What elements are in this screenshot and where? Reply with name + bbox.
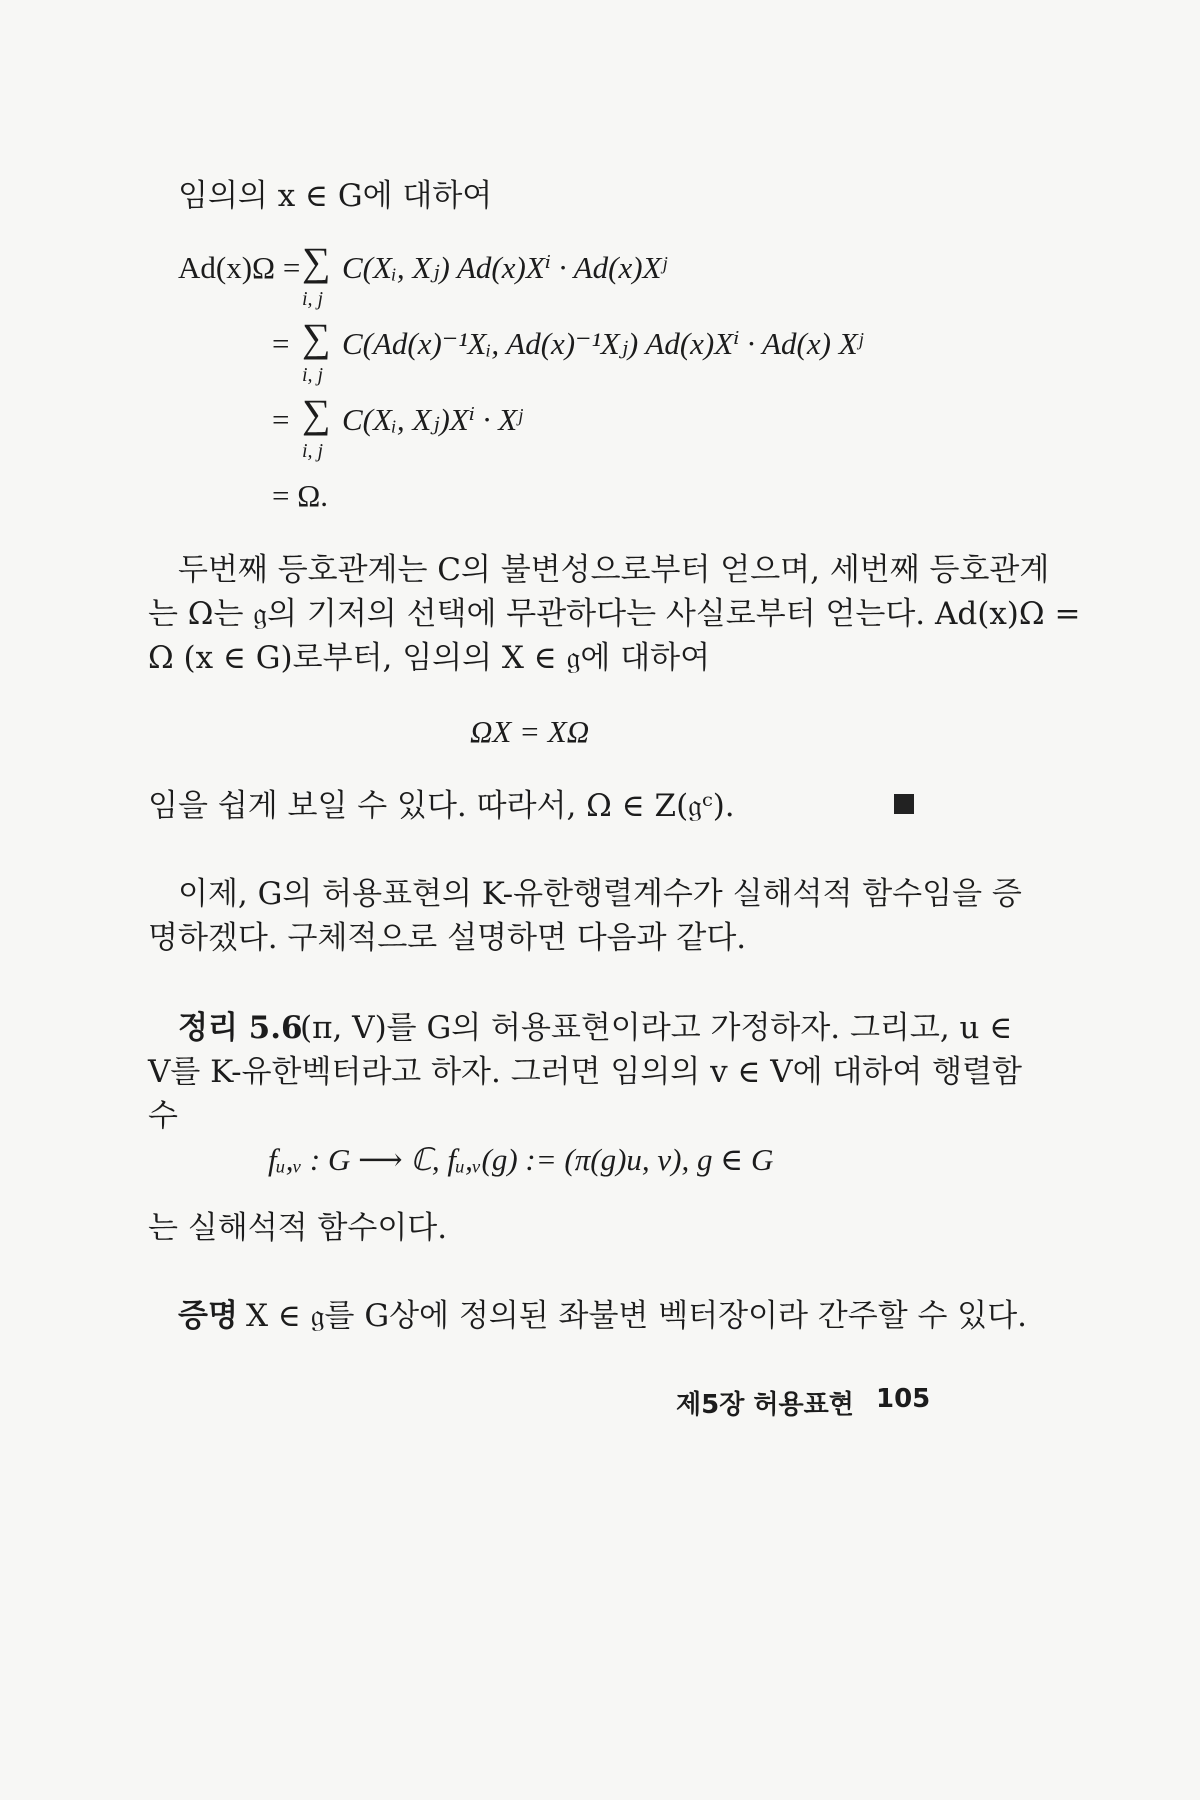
eq2-equals: =: [272, 326, 290, 361]
theorem-label: 정리 5.6: [178, 1010, 303, 1046]
theorem-equation: fᵤ,ᵥ : G ⟶ ℂ, fᵤ,ᵥ(g) := (π(g)u, v), g ∈ G: [268, 1142, 774, 1177]
sum-index-3: i, j: [302, 440, 324, 462]
proof-label: 증명: [178, 1298, 238, 1334]
page-number: 105: [876, 1384, 931, 1414]
eq2-rhs: C(Ad(x)⁻¹Xᵢ, Ad(x)⁻¹Xⱼ) Ad(x)Xⁱ · Ad(x) Xʲ: [342, 326, 863, 361]
paragraph-3-line-2: 명하겠다. 구체적으로 설명하면 다음과 같다.: [148, 920, 747, 956]
eq3-equals: =: [272, 402, 290, 437]
paragraph-3-line-1: 이제, G의 허용표현의 K-유한행렬계수가 실해석적 함수임을 증: [178, 876, 1022, 912]
proof-line-1: X ∈ 𝔤를 G상에 정의된 좌불변 벡터장이라 간주할 수 있다.: [246, 1298, 1028, 1334]
sum-index-2: i, j: [302, 364, 324, 386]
sum-symbol-3: ∑: [302, 391, 331, 436]
theorem-line-3: 수: [148, 1098, 178, 1134]
intro-line: 임의의 x ∈ G에 대하여: [178, 178, 493, 214]
eq3-rhs: C(Xᵢ, Xⱼ)Xⁱ · Xʲ: [342, 402, 523, 437]
qed-square-icon: [894, 794, 914, 814]
footer-chapter: 제5장 허용표현: [676, 1390, 854, 1420]
paragraph-2: 임을 쉽게 보일 수 있다. 따라서, Ω ∈ Z(𝔤ᶜ).: [148, 788, 735, 824]
paragraph-1-line-3: Ω (x ∈ G)로부터, 임의의 X ∈ 𝔤에 대하여: [148, 640, 711, 676]
sum-symbol-2: ∑: [302, 315, 331, 360]
paragraph-1-line-2: 는 Ω는 𝔤의 기저의 선택에 무관하다는 사실로부터 얻는다. Ad(x)Ω =: [148, 596, 1081, 632]
sum-index-1: i, j: [302, 288, 324, 310]
eq1-rhs: C(Xᵢ, Xⱼ) Ad(x)Xⁱ · Ad(x)Xʲ: [342, 250, 667, 285]
theorem-line-2: V를 K-유한벡터라고 하자. 그러면 임의의 v ∈ V에 대하여 행렬함: [148, 1054, 1022, 1090]
eq4: = Ω.: [272, 478, 329, 513]
theorem-line-1: (π, V)를 G의 허용표현이라고 가정하자. 그리고, u ∈: [300, 1010, 1013, 1046]
eq1-lhs: Ad(x)Ω =: [178, 250, 301, 285]
sum-symbol-1: ∑: [302, 239, 331, 284]
paragraph-1-line-1: 두번째 등호관계는 C의 불변성으로부터 얻으며, 세번째 등호관계: [178, 552, 1050, 588]
centered-equation: ΩX = XΩ: [470, 714, 590, 749]
theorem-line-4: 는 실해석적 함수이다.: [148, 1210, 448, 1246]
